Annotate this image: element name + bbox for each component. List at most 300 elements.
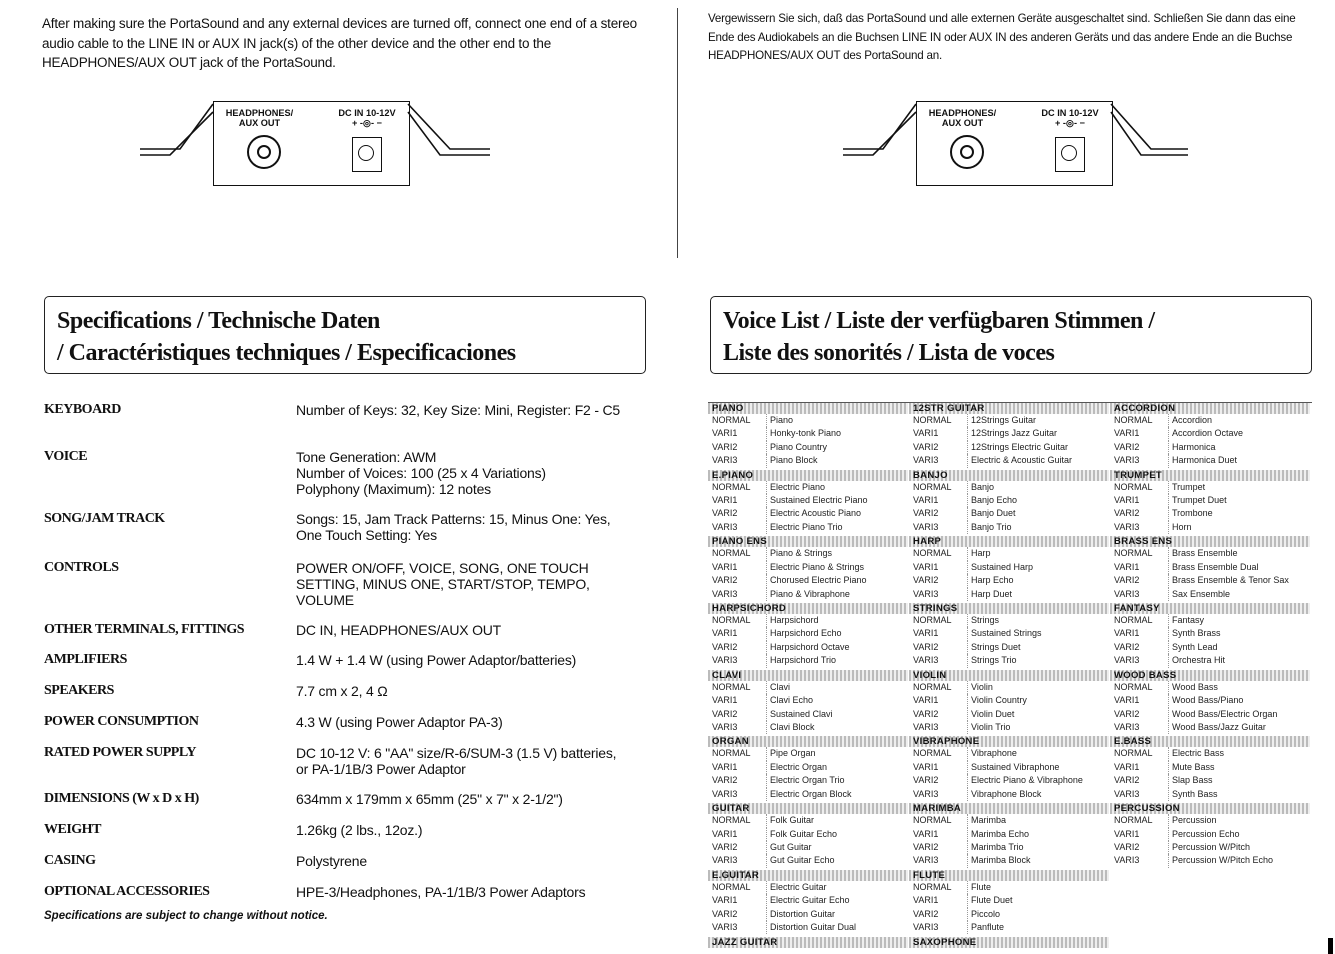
voice-name: Distortion Guitar Dual [766,921,912,934]
voice-name: Electric Organ [766,761,912,774]
voice-row [1110,654,1310,667]
voice-mode: VARI3 [913,588,939,599]
voice-mode: NORMAL [913,815,952,826]
voice-row [909,908,1109,921]
voice-row [909,441,1109,454]
voice-row [708,721,908,734]
voice-row [909,881,1109,894]
voice-group [708,803,908,870]
voice-group-header: E.GUITAR [708,870,908,881]
voice-group [909,403,1109,470]
rear-panel-diagram [140,96,490,188]
voice-mode: VARI2 [712,441,738,452]
voice-name: Piano & Vibraphone [766,588,912,601]
voice-row [708,921,908,934]
voice-mode: VARI1 [1114,828,1140,839]
voice-mode: NORMAL [1114,548,1153,559]
voice-mode: NORMAL [1114,815,1153,826]
voice-group-header: HARP [909,536,1109,547]
voice-name: Mute Bass [1168,761,1314,774]
spec-key: DIMENSIONS (W x D x H) [44,791,199,806]
voice-row [909,774,1109,787]
voice-row [1110,788,1310,801]
spec-key: VOICE [44,449,88,464]
voice-name: Violin Duet [967,708,1113,721]
voice-name: Trumpet Duet [1168,494,1314,507]
voice-row [708,454,908,467]
voice-column [1110,403,1310,870]
voice-row [708,654,908,667]
voice-mode: VARI2 [913,908,939,919]
voice-row [909,454,1109,467]
voice-group-header: CLAVI [708,670,908,681]
voice-group-header: PIANO [708,403,908,414]
voice-mode: VARI3 [712,921,738,932]
voice-row [1110,774,1310,787]
voice-name: Harpsichord Octave [766,641,912,654]
voice-name: Honky-tonk Piano [766,427,912,440]
voice-name: Synth Lead [1168,641,1314,654]
voice-name: Flute [967,881,1113,894]
voice-mode: VARI3 [913,855,939,866]
voice-mode: VARI2 [712,841,738,852]
voice-mode: VARI2 [1114,441,1140,452]
voice-group-header: MARIMBA [909,803,1109,814]
voice-row [1110,494,1310,507]
voice-mode: VARI3 [1114,521,1140,532]
voice-group-header: SAXOPHONE [909,937,1109,948]
spec-value: DC 10-12 V: 6 "AA" size/R-6/SUM-3 (1.5 V) batteries, or PA-1/1B/3 Power Adaptor [296,745,617,777]
voice-mode: VARI2 [1114,575,1140,586]
voice-name: Banjo [967,481,1113,494]
voice-group [1110,736,1310,803]
voice-row [909,414,1109,427]
voice-mode: VARI3 [712,788,738,799]
spec-value: DC IN, HEADPHONES/AUX OUT [296,622,502,638]
voice-name: Percussion W/Pitch [1168,841,1314,854]
voice-mode: VARI1 [913,761,939,772]
voice-group [909,870,1109,937]
voice-title-line-2: Liste des sonorités / Lista de voces [723,340,1055,366]
voice-row [909,521,1109,534]
voice-mode: VARI3 [712,655,738,666]
voice-name: Violin Country [967,694,1113,707]
voice-name: Clavi Echo [766,694,912,707]
spec-key: CONTROLS [44,560,119,575]
voice-mode: VARI2 [913,508,939,519]
voice-mode: VARI1 [712,495,738,506]
voice-row [708,788,908,801]
voice-mode: VARI2 [712,575,738,586]
voice-row [909,547,1109,560]
voice-row [1110,694,1310,707]
voice-name: Synth Bass [1168,788,1314,801]
voice-row [708,614,908,627]
voice-row [708,547,908,560]
spec-key: RATED POWER SUPPLY [44,745,197,760]
voice-mode: NORMAL [712,681,751,692]
voice-mode: NORMAL [712,748,751,759]
voice-group-header: STRINGS [909,603,1109,614]
voice-row [1110,454,1310,467]
voice-group [909,937,1109,949]
spec-value: POWER ON/OFF, VOICE, SONG, ONE TOUCH SETTING, MINUS ONE, START/STOP, TEMPO, VOLUME [296,560,590,608]
voice-mode: VARI2 [1114,775,1140,786]
specifications-title-box [44,296,646,374]
voice-name: Accordion Octave [1168,427,1314,440]
voice-mode: VARI1 [712,761,738,772]
voice-row [708,681,908,694]
voice-mode: VARI2 [913,775,939,786]
voice-name: 12Strings Electric Guitar [967,441,1113,454]
voice-name: Accordion [1168,414,1314,427]
voice-group [1110,536,1310,603]
spec-key: AMPLIFIERS [44,652,127,667]
voice-name: Folk Guitar [766,814,912,827]
voice-row [909,681,1109,694]
voice-row [1110,854,1310,867]
voice-row [708,507,908,520]
voice-column [909,403,1109,949]
voice-name: Horn [1168,521,1314,534]
voice-row [909,841,1109,854]
voice-name: Piano [766,414,912,427]
spec-value: 7.7 cm x 2, 4 Ω [296,683,388,699]
voice-mode: VARI3 [1114,855,1140,866]
voice-row [708,761,908,774]
voice-row [909,894,1109,907]
voice-name: Chorused Electric Piano [766,574,912,587]
spec-key: KEYBOARD [44,402,121,417]
voice-name: Folk Guitar Echo [766,828,912,841]
voice-name: Wood Bass/Jazz Guitar [1168,721,1314,734]
voice-row [909,814,1109,827]
voice-name: Electric Organ Block [766,788,912,801]
voice-name: Piccolo [967,908,1113,921]
voice-row [909,708,1109,721]
voice-group [909,803,1109,870]
voice-name: Orchestra Hit [1168,654,1314,667]
spec-value: 4.3 W (using Power Adaptor PA-3) [296,714,503,730]
voice-group-header: FANTASY [1110,603,1310,614]
voice-row [708,828,908,841]
voice-group-header: 12STR GUITAR [909,403,1109,414]
voice-group [708,870,908,937]
voice-row [1110,721,1310,734]
voice-row [708,841,908,854]
voice-name: Banjo Trio [967,521,1113,534]
voice-mode: VARI3 [712,855,738,866]
voice-name: Harpsichord Trio [766,654,912,667]
voice-name: Brass Ensemble & Tenor Sax [1168,574,1314,587]
voice-group-header: WOOD BASS [1110,670,1310,681]
voice-mode: VARI1 [913,828,939,839]
voice-mode: NORMAL [712,881,751,892]
voice-name: Strings [967,614,1113,627]
panel-box [213,101,410,186]
voice-group-header: ACCORDION [1110,403,1310,414]
voice-row [909,561,1109,574]
voice-name: Marimba Trio [967,841,1113,854]
voice-row [708,441,908,454]
voice-name: Electric Piano Trio [766,521,912,534]
voice-mode: VARI2 [913,575,939,586]
voice-name: Violin Trio [967,721,1113,734]
voice-row [708,641,908,654]
spec-key: OPTIONAL ACCESSORIES [44,884,210,899]
voice-mode: VARI1 [1114,761,1140,772]
voice-row [1110,561,1310,574]
rear-panel-diagram-de [843,96,1188,188]
voice-name: Harp Duet [967,588,1113,601]
voice-group [1110,603,1310,670]
voice-mode: VARI3 [1114,655,1140,666]
voice-row [909,788,1109,801]
voice-mode: VARI1 [712,428,738,439]
title-line-1: Specifications / Technische Daten [57,308,380,334]
voice-row [1110,761,1310,774]
voice-row [1110,521,1310,534]
voice-mode: VARI1 [1114,428,1140,439]
voice-mode: VARI3 [1114,788,1140,799]
voice-name: Marimba [967,814,1113,827]
voice-name: Electric Guitar [766,881,912,894]
voice-group [708,603,908,670]
voice-name: Piano Country [766,441,912,454]
voice-group-header: TRUMPET [1110,470,1310,481]
voice-row [1110,747,1310,760]
voice-list-table [708,402,1312,951]
voice-mode: VARI2 [712,775,738,786]
voice-column [708,403,908,949]
voice-mode: NORMAL [1114,481,1153,492]
voice-row [1110,814,1310,827]
voice-mode: VARI2 [712,641,738,652]
voice-name: Electric Acoustic Piano [766,507,912,520]
voice-row [1110,588,1310,601]
voice-name: Percussion Echo [1168,828,1314,841]
spec-key: OTHER TERMINALS, FITTINGS [44,622,245,637]
voice-mode: NORMAL [913,415,952,425]
voice-name: 12Strings Guitar [967,414,1113,427]
voice-list-title [723,305,1155,369]
voice-row [708,561,908,574]
voice-row [708,694,908,707]
voice-mode: VARI3 [913,721,939,732]
voice-group [708,937,908,949]
voice-name: Harpsichord [766,614,912,627]
voice-mode: VARI1 [913,428,939,439]
voice-row [1110,614,1310,627]
voice-row [708,747,908,760]
voice-mode: VARI3 [1114,588,1140,599]
voice-group-header: E.PIANO [708,470,908,481]
dc-in-jack-de [1055,137,1085,172]
voice-name: Marimba Block [967,854,1113,867]
voice-row [909,641,1109,654]
voice-row [909,507,1109,520]
voice-name: Harmonica [1168,441,1314,454]
voice-name: Trumpet [1168,481,1314,494]
voice-name: Percussion W/Pitch Echo [1168,854,1314,867]
voice-name: Electric Piano & Vibraphone [967,774,1113,787]
voice-mode: NORMAL [712,415,751,425]
voice-mode: VARI3 [712,721,738,732]
voice-name: Violin [967,681,1113,694]
voice-name: Piano & Strings [766,547,912,560]
voice-mode: NORMAL [712,481,751,492]
voice-row [708,427,908,440]
voice-mode: VARI1 [712,828,738,839]
voice-mode: VARI2 [913,708,939,719]
spec-value: 634mm x 179mm x 65mm (25" x 7" x 2-1/2") [296,791,563,807]
voice-name: Distortion Guitar [766,908,912,921]
voice-row [708,908,908,921]
voice-mode: NORMAL [913,481,952,492]
dc-in-jack [352,137,382,172]
voice-row [909,654,1109,667]
voice-mode: NORMAL [913,881,952,892]
voice-mode: VARI3 [913,921,939,932]
voice-name: Vibraphone Block [967,788,1113,801]
voice-row [909,694,1109,707]
spec-key: POWER CONSUMPTION [44,714,199,729]
voice-name: Pipe Organ [766,747,912,760]
voice-name: Sustained Electric Piano [766,494,912,507]
voice-row [708,481,908,494]
voice-group-header: E.BASS [1110,736,1310,747]
voice-row [1110,641,1310,654]
edge-mark [1328,938,1333,954]
voice-name: Panflute [967,921,1113,934]
spec-value: 1.4 W + 1.4 W (using Power Adaptor/batteries) [296,652,577,668]
spec-value: Number of Keys: 32, Key Size: Mini, Register: F2 - C5 [296,402,620,418]
voice-mode: VARI3 [712,521,738,532]
voice-row [1110,627,1310,640]
voice-group-header: VIBRAPHONE [909,736,1109,747]
voice-group [1110,803,1310,870]
voice-row [909,747,1109,760]
voice-mode: NORMAL [1114,415,1153,425]
voice-title-line-1: Voice List / Liste der verfügbaren Stimmen / [723,308,1155,334]
voice-row [708,814,908,827]
voice-mode: VARI1 [712,695,738,706]
voice-mode: VARI1 [913,895,939,906]
voice-mode: NORMAL [1114,748,1153,759]
voice-name: Piano Block [766,454,912,467]
dc-polarity-label-de: + -◎- − [1055,118,1085,128]
voice-mode: VARI1 [1114,695,1140,706]
voice-name: Electric Piano [766,481,912,494]
voice-mode: VARI2 [712,708,738,719]
voice-name: Brass Ensemble [1168,547,1314,560]
voice-mode: NORMAL [913,615,952,626]
headphones-jack [247,135,281,169]
voice-name: Electric & Acoustic Guitar [967,454,1113,467]
voice-row [708,627,908,640]
voice-mode: VARI1 [1114,495,1140,506]
voice-name: Fantasy [1168,614,1314,627]
voice-name: Sustained Strings [967,627,1113,640]
voice-name: Vibraphone [967,747,1113,760]
voice-mode: VARI2 [1114,641,1140,652]
voice-list-title-box [710,296,1312,374]
voice-mode: VARI3 [913,788,939,799]
voice-mode: NORMAL [1114,615,1153,626]
voice-mode: VARI2 [1114,508,1140,519]
voice-group [708,736,908,803]
voice-group [909,470,1109,537]
headphones-label-de: HEADPHONES/ AUX OUT [928,108,997,128]
voice-group-header: FLUTE [909,870,1109,881]
voice-name: Electric Organ Trio [766,774,912,787]
voice-name: Wood Bass/Electric Organ [1168,708,1314,721]
voice-mode: VARI2 [1114,841,1140,852]
voice-name: Strings Duet [967,641,1113,654]
voice-mode: VARI1 [913,495,939,506]
voice-row [909,761,1109,774]
voice-name: Flute Duet [967,894,1113,907]
voice-name: Harp [967,547,1113,560]
spec-key: CASING [44,853,96,868]
spec-value: HPE-3/Headphones, PA-1/1B/3 Power Adaptors [296,884,586,900]
voice-group-header: PERCUSSION [1110,803,1310,814]
voice-mode: VARI3 [1114,455,1140,466]
voice-row [909,494,1109,507]
voice-group [1110,403,1310,470]
specifications-note: Specifications are subject to change without notice. [44,910,328,922]
connection-instructions-en: After making sure the PortaSound and any external devices are turned off, connect one end of a stereo audio cable to the LINE IN or AUX IN jack(s) of the other device and the other end to the HEADPHONES/AUX OUT jack of the PortaSound. [42,16,637,70]
voice-name: Sustained Clavi [766,708,912,721]
voice-mode: NORMAL [913,681,952,692]
spec-value: Polystyrene [296,853,367,869]
voice-group [909,736,1109,803]
voice-group [909,670,1109,737]
voice-mode: VARI3 [712,455,738,466]
voice-row [909,588,1109,601]
voice-row [1110,414,1310,427]
voice-row [1110,708,1310,721]
spec-value: 1.26kg (2 lbs., 12oz.) [296,822,423,838]
voice-name: Slap Bass [1168,774,1314,787]
voice-name: Electric Piano & Strings [766,561,912,574]
voice-row [909,921,1109,934]
voice-name: 12Strings Jazz Guitar [967,427,1113,440]
voice-row [1110,441,1310,454]
voice-mode: VARI3 [913,655,939,666]
voice-name: Harpsichord Echo [766,627,912,640]
voice-name: Strings Trio [967,654,1113,667]
specifications-title [57,305,516,369]
voice-name: Trombone [1168,507,1314,520]
spec-key: SPEAKERS [44,683,114,698]
voice-row [1110,574,1310,587]
voice-row [708,708,908,721]
voice-group [708,403,908,470]
voice-group-header: ORGAN [708,736,908,747]
voice-name: Wood Bass/Piano [1168,694,1314,707]
voice-row [708,894,908,907]
headphones-label: HEADPHONES/ AUX OUT [225,108,294,128]
voice-mode: VARI3 [712,588,738,599]
right-page [678,0,1335,954]
voice-mode: NORMAL [712,548,751,559]
voice-group [909,603,1109,670]
voice-mode: VARI2 [913,641,939,652]
voice-mode: NORMAL [712,615,751,626]
voice-row [708,881,908,894]
voice-mode: VARI2 [712,908,738,919]
